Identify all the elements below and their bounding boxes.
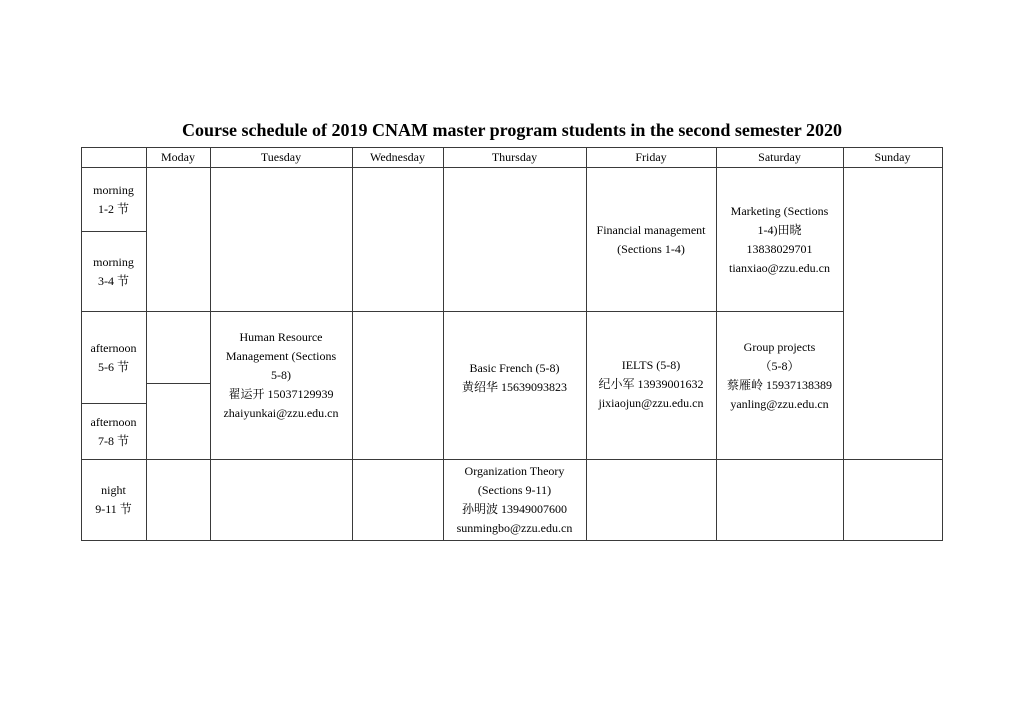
- period-sections: 5-6 节: [97, 359, 129, 374]
- course-email: jixiaojun@zzu.edu.cn: [598, 396, 704, 410]
- course-financial-management: [586, 168, 716, 311]
- period-sections: 1-2 节: [97, 201, 129, 216]
- header-monday: Moday: [161, 150, 195, 164]
- course-sections: (Sections 1-4): [617, 241, 685, 256]
- header-tuesday: Tuesday: [260, 150, 302, 164]
- course-organization-theory: [443, 460, 586, 540]
- course-name-cont: Management (Sections: [225, 349, 337, 363]
- course-marketing: [716, 168, 843, 311]
- course-name: Organization Theory: [464, 464, 565, 478]
- period-label: afternoon: [90, 414, 137, 429]
- period-sections: 3-4 节: [97, 273, 129, 288]
- course-sections: (Sections 9-11): [477, 483, 552, 497]
- course-sections: （5-8）: [759, 359, 800, 373]
- header-thursday: Thursday: [491, 150, 538, 164]
- course-email: zhaiyunkai@zzu.edu.cn: [223, 406, 339, 420]
- course-human-resource: [210, 312, 352, 459]
- course-group-projects: [716, 312, 843, 459]
- monday-afternoon-divider: [146, 383, 210, 384]
- course-teacher: 黄绍华 15639093823: [461, 380, 567, 394]
- schedule-table: [81, 147, 943, 541]
- header-saturday: Saturday: [758, 150, 801, 164]
- header-wednesday: Wednesday: [369, 150, 425, 164]
- period-label: night: [101, 483, 126, 497]
- period-label: afternoon: [90, 340, 137, 355]
- course-teacher: 孙明波 13949007600: [461, 502, 567, 516]
- period-label: morning: [93, 182, 134, 197]
- course-name: Basic French (5-8): [469, 361, 560, 375]
- course-phone: 13838029701: [746, 241, 813, 256]
- course-email: tianxiao@zzu.edu.cn: [728, 260, 830, 275]
- course-teacher: 纪小军 13939001632: [598, 377, 704, 391]
- col-divider-3: [352, 147, 353, 541]
- header-sunday: Sunday: [874, 150, 911, 164]
- course-teacher: 翟运开 15037129939: [228, 387, 334, 401]
- col-divider-1: [146, 147, 147, 541]
- course-name: IELTS (5-8): [621, 358, 681, 372]
- course-basic-french: [443, 312, 586, 459]
- course-name: Human Resource: [239, 330, 323, 344]
- period-morning-3-4: [81, 232, 146, 311]
- table-border-right: [942, 147, 943, 541]
- period-afternoon-5-6: [81, 312, 146, 403]
- course-teacher: 1-4)田晓: [757, 222, 802, 237]
- period-sections: 9-11 节: [95, 502, 132, 516]
- header-friday: Friday: [635, 150, 667, 164]
- course-name: Group projects: [743, 340, 816, 354]
- course-email: sunmingbo@zzu.edu.cn: [456, 521, 573, 535]
- course-sections: 5-8): [270, 368, 291, 382]
- period-sections: 7-8 节: [97, 433, 129, 448]
- period-night-9-11: [81, 460, 146, 540]
- col-divider-7: [843, 147, 844, 541]
- period-morning-1-2: [81, 168, 146, 231]
- course-ielts: [586, 312, 716, 459]
- course-teacher: 蔡雁岭 15937138389: [726, 378, 832, 392]
- schedule-title: Course schedule of 2019 CNAM master program students in the second semester 2020: [182, 120, 842, 140]
- period-afternoon-7-8: [81, 404, 146, 459]
- period-label: morning: [93, 254, 134, 269]
- course-name: Marketing (Sections: [730, 203, 829, 218]
- course-name: Financial management: [596, 222, 706, 237]
- course-email: yanling@zzu.edu.cn: [730, 397, 829, 411]
